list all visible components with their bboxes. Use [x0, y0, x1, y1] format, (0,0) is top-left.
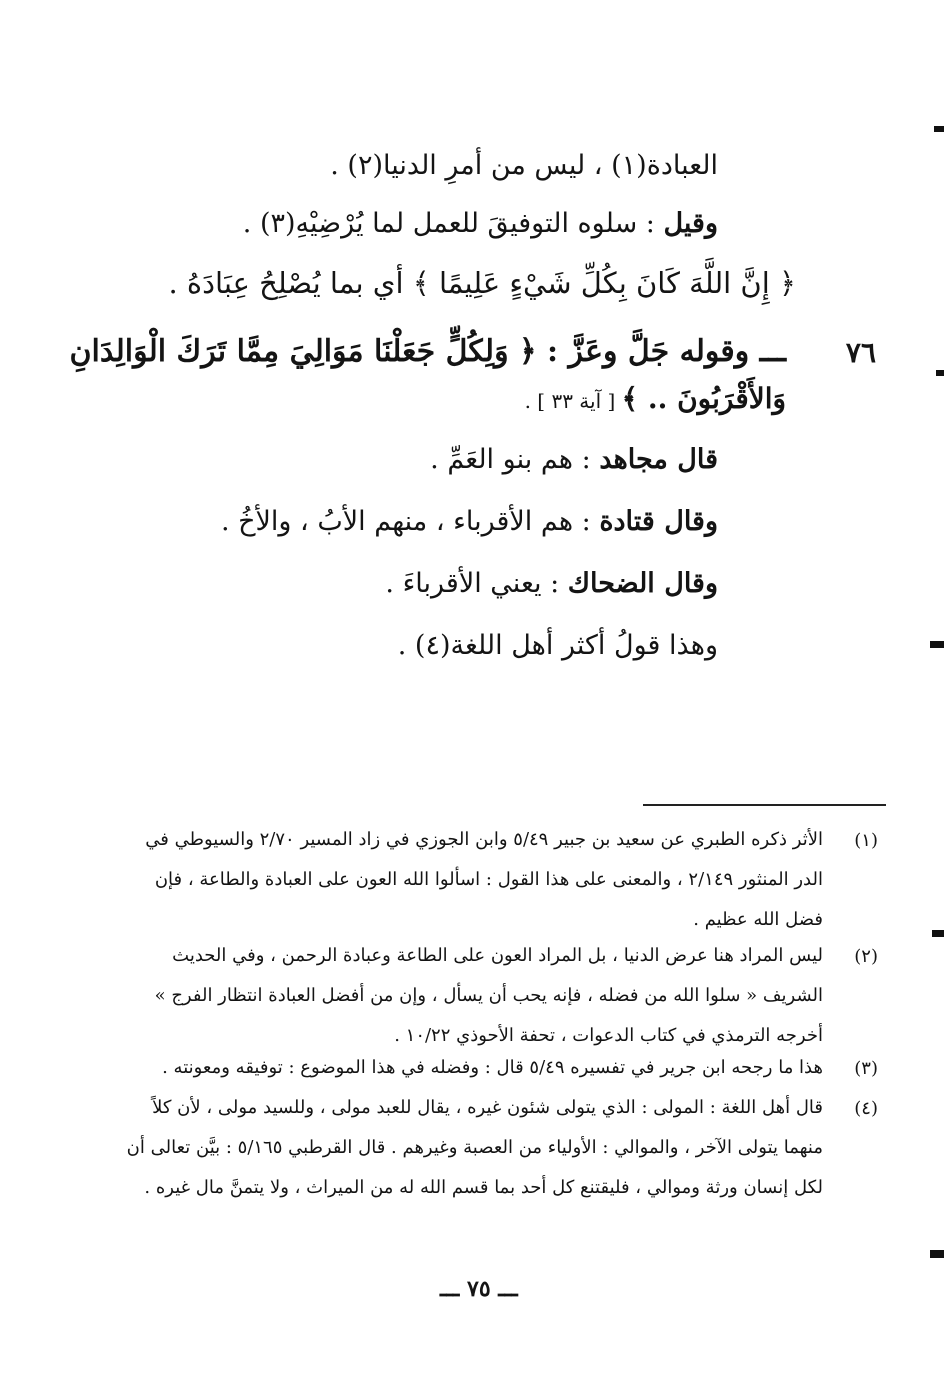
scan-edge-mark: [936, 370, 944, 376]
footnote-number: (٣): [854, 1058, 878, 1079]
footnote-text: هذا ما رجحه ابن جرير في تفسيره ٥/٤٩ قال : وفضله في هذا الموضوع : توفيقه ومعونته .: [162, 1057, 823, 1078]
scan-edge-mark: [932, 930, 944, 937]
verse-reference: [ آية ٣٣ ] .: [524, 389, 622, 413]
verse-continuation: وَالأَقْرَبُونَ .. ﴾: [621, 382, 786, 415]
footnote-number: (٢): [854, 946, 878, 967]
line-text: : سلوه التوفيقَ للعمل لما يُرْضِيْهِ(٣) .: [242, 208, 664, 239]
scan-edge-mark: [934, 126, 944, 132]
scan-edge-mark: [930, 641, 944, 648]
line-text: : يعني الأقرباءَ .: [385, 568, 568, 599]
text-line-7: [385, 568, 718, 600]
speaker-label: وقال قتادة: [599, 506, 718, 537]
page-number: ـــ ٧٥ ـــ: [440, 1276, 518, 1302]
scan-edge-mark: [930, 1250, 944, 1258]
line-text: : هم الأقرباء ، منهم الأبُ ، والأخُ .: [220, 506, 600, 537]
text-line-2: [243, 208, 718, 240]
text-line-6: [221, 506, 718, 538]
quran-verse-line: ﴿ إِنَّ اللَّهَ كَانَ بِكُلِّ شَيْءٍ عَلِيمًا ﴾ أي بما يُصْلِحُ عِبَادَهُ .: [168, 266, 796, 300]
footnote-separator: [643, 804, 886, 806]
text-line-1: العبادة(١) ، ليس من أمرِ الدنيا(٢) .: [330, 150, 718, 181]
footnote-text: قال أهل اللغة : المولى : الذي يتولى شئون غيره ، يقال للعبد مولى ، وللسيد مولى ، لأن كلاً منهما يتولى الآخر ، والموالي : الأولياء من العصبة وغيرهم . قال القرطبي ٥/١٦٥ : بيَّن تعالى أن لكل إنسان ورثة وموالي ، فليقتنع كل أحد بما قسم الله له من الميراث ، ولا يتمنَّ مال غيره .: [126, 1097, 823, 1198]
text-line-8: وهذا قولُ أكثر أهل اللغة(٤) .: [397, 630, 718, 661]
text-line-5: [430, 444, 718, 476]
footnote-number: (١): [854, 830, 878, 851]
line-text: : هم بنو العَمِّ .: [430, 444, 600, 475]
footnote-number: (٤): [854, 1098, 878, 1119]
item-heading-continued: [525, 382, 786, 416]
item-heading: ـــ وقوله جَلَّ وعَزَّ : ﴿ وَلِكُلٍّ جَعَلْنَا مَوَالِيَ مِمَّا تَرَكَ الْوَالِدَانِ: [69, 334, 786, 369]
footnote-text: الأثر ذكره الطبري عن سعيد بن جبير ٥/٤٩ وابن الجوزي في زاد المسير ٢/٧٠ والسيوطي في الدر المنثور ٢/١٤٩ ، والمعنى على هذا القول : اسألوا الله العون على العبادة والطاعة ، فإن فضل الله عظيم .: [145, 829, 823, 930]
speaker-label: وقال الضحاك: [567, 568, 718, 599]
speaker-label: قال مجاهد: [599, 444, 718, 475]
footnote-text: ليس المراد هنا عرض الدنيا ، بل المراد العون على الطاعة وعبادة الرحمن ، وفي الحديث الشريف « سلوا الله من فضله ، فإنه يحب أن يسأل ، وإن من أفضل العبادة انتظار الفرج » أخرجه الترمذي في كتاب الدعوات ، تحفة الأحوذي ١٠/٢٢ .: [154, 945, 823, 1046]
speaker-label: وقيل: [663, 208, 718, 239]
item-number: ٧٦: [845, 336, 876, 369]
